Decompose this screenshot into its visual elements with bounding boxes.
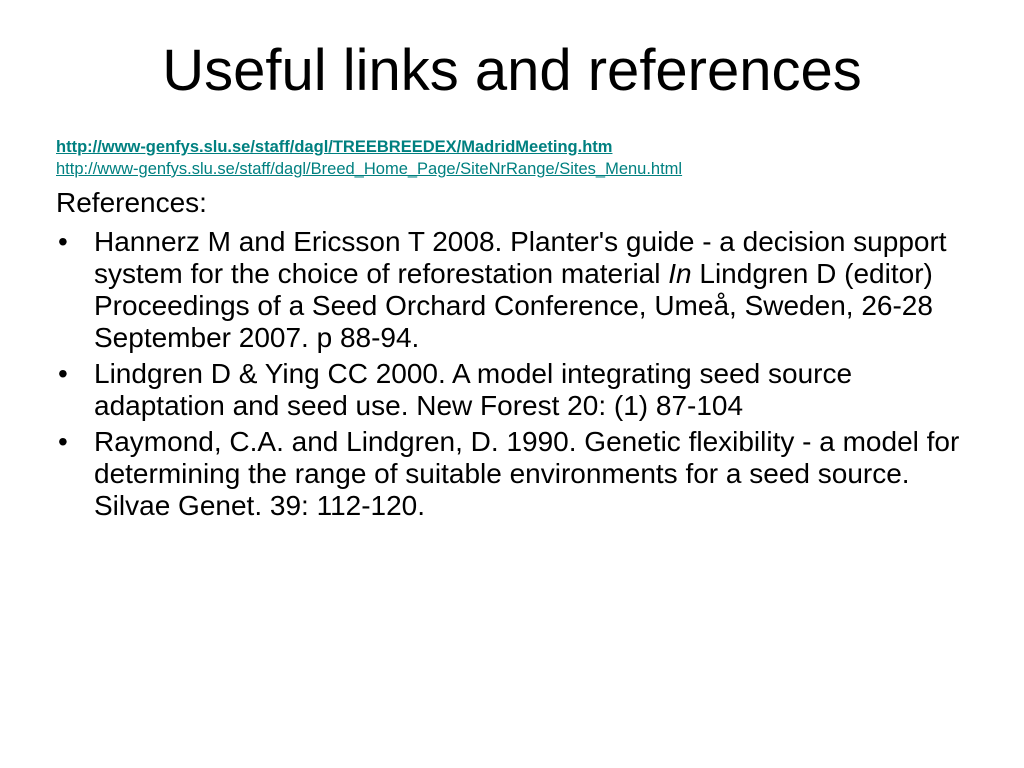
bullet-icon: • bbox=[58, 358, 68, 389]
reference-text-continued: Lindgren D (editor) Proceedings of a Seed Orchard Conference, Umeå, Sweden, 26-28 September 2007. p 88-94. bbox=[94, 258, 933, 353]
reference-item-hannerz bbox=[56, 226, 986, 354]
slide-title: Useful links and references bbox=[162, 38, 862, 103]
bullet-icon: • bbox=[58, 226, 68, 257]
reference-item-raymond bbox=[56, 426, 986, 522]
links-block bbox=[56, 136, 986, 180]
bullet-icon: • bbox=[58, 426, 68, 457]
reference-text: Hannerz M and Ericsson T 2008. Planter's guide - a decision support system for the choice of reforestation material bbox=[94, 226, 947, 289]
reference-text: Lindgren D & Ying CC 2000. A model integrating seed source adaptation and seed use. New Forest 20: (1) 87-104 bbox=[94, 358, 853, 421]
references-heading: References: bbox=[56, 187, 207, 218]
references-list bbox=[56, 226, 986, 526]
reference-item-lindgren-ying bbox=[56, 358, 986, 422]
link-sites-menu[interactable]: http://www-genfys.slu.se/staff/dagl/Breed_Home_Page/SiteNrRange/Sites_Menu.html bbox=[56, 160, 683, 178]
reference-text: Raymond, C.A. and Lindgren, D. 1990. Genetic flexibility - a model for determining the range of suitable environments for a seed source. Silvae Genet. 39: 112-120. bbox=[94, 426, 960, 521]
link-madrid-meeting[interactable]: http://www-genfys.slu.se/staff/dagl/TREEBREEDEX/MadridMeeting.htm bbox=[56, 138, 613, 156]
reference-italic: In bbox=[668, 258, 692, 289]
